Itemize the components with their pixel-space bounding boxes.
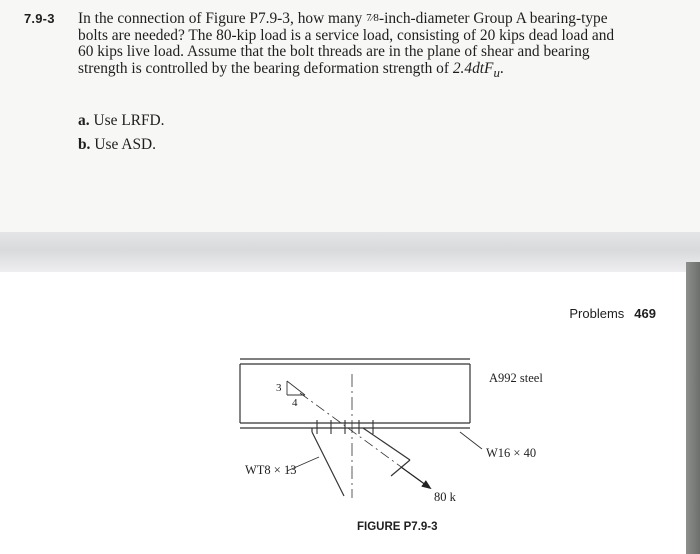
part-a-letter: a. [78,112,90,129]
bolt-diameter-fraction: 7⁄8 [366,12,379,24]
part-b-text: Use ASD. [94,136,156,153]
slope-indicator [287,381,305,395]
material-label: A992 steel [489,371,543,385]
w16-beam [240,359,470,428]
beam-leader [460,432,482,449]
wt8-tee [312,428,410,496]
formula-subscript: u [493,65,500,80]
bolts [317,420,373,434]
slope-run-label: 4 [292,397,298,409]
part-b-letter: b. [78,136,91,153]
statement-intro: In the connection of Figure P7.9-3, how many [78,10,367,27]
tee-label: WT8 × 13 [245,463,297,477]
running-head-title: Problems [569,306,625,321]
part-a-text: Use LRFD. [93,112,165,129]
bearing-formula: 2.4dtF [452,59,494,77]
load-arrow [401,467,430,488]
figure-caption: FIGURE P7.9-3 [357,521,438,533]
problem-number: 7.9-3 [24,11,55,26]
tee-lower-edge [312,432,344,496]
slope-rise-label: 3 [276,382,282,394]
beam-label: W16 × 40 [486,446,537,460]
statement-end: . [499,59,504,77]
load-label: 80 k [434,490,456,504]
page-number: 469 [634,306,656,321]
statement-body: -inch-diameter Group A bearing-type bolts are needed? The 80-kip load is a service load, consisting of 20 kips dead load and 60 kips live load. Assume that the bolt threads are in the plane of shear and bearing strength is controlled by the bearing deformation strength of [78,10,615,77]
tee-end [391,460,410,476]
